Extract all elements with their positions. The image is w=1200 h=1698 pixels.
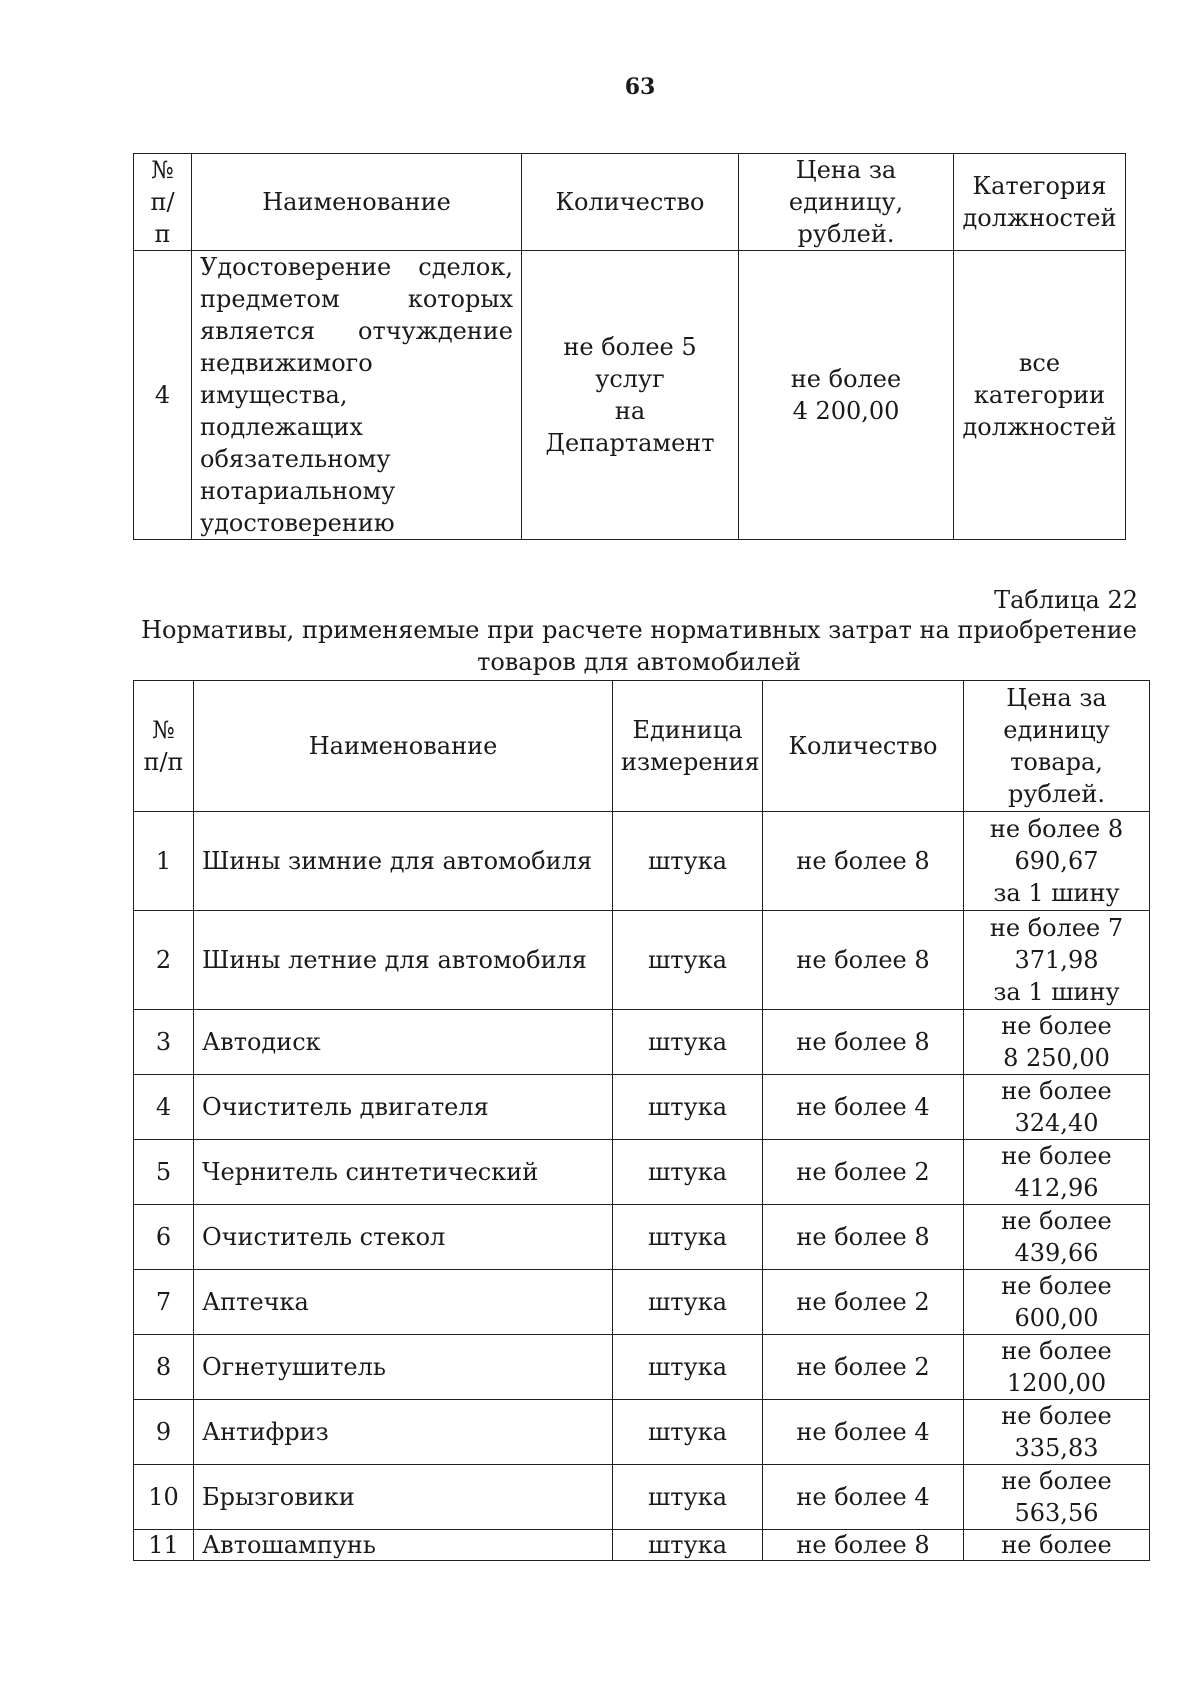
cell-name: Автошампунь — [194, 1530, 613, 1561]
table-row — [134, 911, 1150, 1010]
cell-name: Аптечка — [194, 1270, 613, 1335]
cell-quantity: не более 8 — [763, 1205, 964, 1270]
header-num: № п/ п — [134, 154, 192, 251]
cell-quantity: не более 5 услуг на Департамент — [522, 251, 739, 540]
cell-unit: штука — [613, 1140, 763, 1205]
cell-price: не более 1200,00 — [964, 1335, 1150, 1400]
cell-unit: штука — [613, 1205, 763, 1270]
table-row — [134, 1335, 1150, 1400]
table-row — [134, 812, 1150, 911]
cell-unit: штука — [613, 1010, 763, 1075]
cell-name: Удостоверение сделок, предметом которых является отчуждение недвижимого имущества, подлежащих обязательному нотариальному удостоверению — [192, 251, 522, 540]
table-row — [134, 1010, 1150, 1075]
cell-price: не более 563,56 — [964, 1465, 1150, 1530]
cell-price: не более 8 690,67 за 1 шину — [964, 812, 1150, 911]
cell-quantity: не более 4 — [763, 1075, 964, 1140]
header-name: Наименование — [194, 681, 613, 812]
table-row — [134, 1270, 1150, 1335]
header-category: Категория должностей — [954, 154, 1126, 251]
cell-price: не более — [964, 1530, 1150, 1561]
table-row — [134, 1400, 1150, 1465]
header-unit: Единица измерения — [613, 681, 763, 812]
cell-name: Брызговики — [194, 1465, 613, 1530]
cell-name: Шины летние для автомобиля — [194, 911, 613, 1010]
cell-quantity: не более 8 — [763, 1010, 964, 1075]
cell-num: 5 — [134, 1140, 194, 1205]
cell-quantity: не более 2 — [763, 1335, 964, 1400]
cell-unit: штука — [613, 812, 763, 911]
cell-name: Автодиск — [194, 1010, 613, 1075]
cell-price: не более 600,00 — [964, 1270, 1150, 1335]
cell-quantity: не более 4 — [763, 1465, 964, 1530]
header-name: Наименование — [192, 154, 522, 251]
cell-unit: штука — [613, 1335, 763, 1400]
cell-num: 8 — [134, 1335, 194, 1400]
table-22 — [133, 680, 1150, 1561]
cell-num: 4 — [134, 1075, 194, 1140]
cell-num: 6 — [134, 1205, 194, 1270]
cell-unit: штука — [613, 1400, 763, 1465]
cell-quantity: не более 2 — [763, 1140, 964, 1205]
cell-quantity: не более 4 — [763, 1400, 964, 1465]
page-number: 63 — [624, 74, 656, 100]
header-price: Цена за единицу, рублей. — [739, 154, 954, 251]
table-row — [134, 1140, 1150, 1205]
cell-num: 7 — [134, 1270, 194, 1335]
cell-price: не более 7 371,98 за 1 шину — [964, 911, 1150, 1010]
cell-num: 4 — [134, 251, 192, 540]
cell-quantity: не более 2 — [763, 1270, 964, 1335]
cell-quantity: не более 8 — [763, 911, 964, 1010]
cell-name: Антифриз — [194, 1400, 613, 1465]
cell-price: не более 335,83 — [964, 1400, 1150, 1465]
continuation-table — [133, 153, 1126, 540]
header-price: Цена за единицу товара, рублей. — [964, 681, 1150, 812]
cell-unit: штука — [613, 911, 763, 1010]
cell-num: 3 — [134, 1010, 194, 1075]
cell-name: Шины зимние для автомобиля — [194, 812, 613, 911]
table-row — [134, 1075, 1150, 1140]
cell-price: не более 439,66 — [964, 1205, 1150, 1270]
cell-num: 9 — [134, 1400, 194, 1465]
table-row — [134, 1465, 1150, 1530]
cell-name: Очиститель стекол — [194, 1205, 613, 1270]
cell-price: не более 4 200,00 — [739, 251, 954, 540]
cell-unit: штука — [613, 1075, 763, 1140]
cell-price: не более 412,96 — [964, 1140, 1150, 1205]
cell-unit: штука — [613, 1270, 763, 1335]
table-row — [134, 1205, 1150, 1270]
cell-name: Очиститель двигателя — [194, 1075, 613, 1140]
header-num: № п/п — [134, 681, 194, 812]
cell-quantity: не более 8 — [763, 812, 964, 911]
cell-category: все категории должностей — [954, 251, 1126, 540]
cell-num: 2 — [134, 911, 194, 1010]
cell-num: 11 — [134, 1530, 194, 1561]
cell-price: не более 8 250,00 — [964, 1010, 1150, 1075]
cell-num: 10 — [134, 1465, 194, 1530]
cell-unit: штука — [613, 1465, 763, 1530]
table-row — [134, 251, 1126, 540]
table-title: Нормативы, применяемые при расчете нормативных затрат на приобретение товаров для автомобилей — [141, 616, 1137, 676]
table-header-row — [134, 681, 1150, 812]
cell-num: 1 — [134, 812, 194, 911]
table-header-row — [134, 154, 1126, 251]
cell-unit: штука — [613, 1530, 763, 1561]
header-quantity: Количество — [763, 681, 964, 812]
cell-quantity: не более 8 — [763, 1530, 964, 1561]
cell-price: не более 324,40 — [964, 1075, 1150, 1140]
cell-name: Чернитель синтетический — [194, 1140, 613, 1205]
header-quantity: Количество — [522, 154, 739, 251]
cell-name: Огнетушитель — [194, 1335, 613, 1400]
table-label: Таблица 22 — [994, 586, 1138, 614]
table-row — [134, 1530, 1150, 1561]
